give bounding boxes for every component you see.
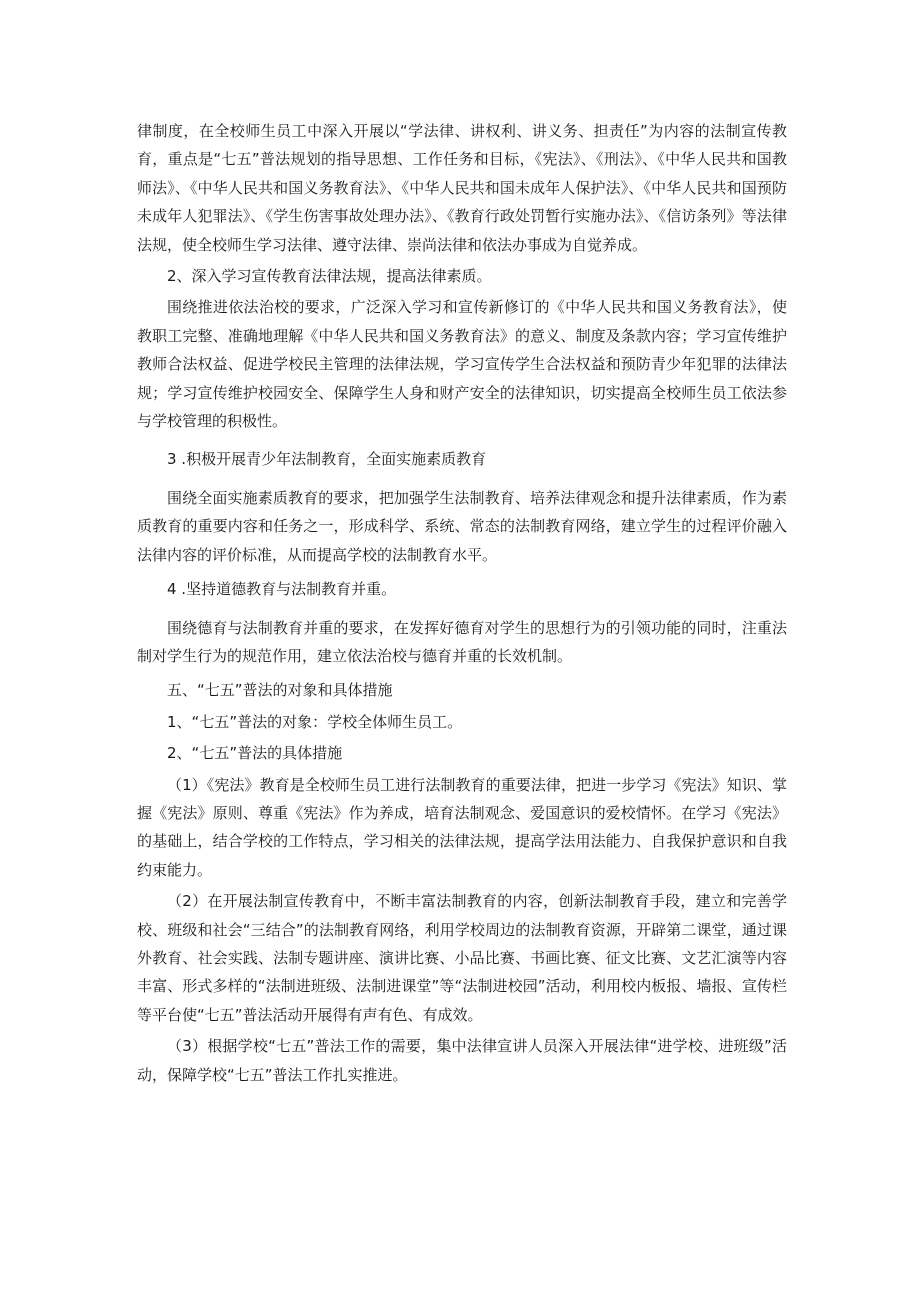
paragraph-moral-legal: 围绕德育与法制教育并重的要求，在发挥好德育对学生的思想行为的引领功能的同时，注重法制对学生行为的规范作用，建立依法治校与德育并重的长效机制。 (137, 618, 787, 665)
paragraph-rule-of-law: 围绕推进依法治校的要求，广泛深入学习和宣传新修订的《中华人民共和国义务教育法》，使教职工完整、准确地理解《中华人民共和国义务教育法》的意义、制度及条款内容；学习宣传维护教师合法权益、促进学校民主管理的法律法规，学习宣传学生合法权益和预防青少年犯罪的法律法规；学习宣传维护校园安全、保障学生人身和财产安全的法律知识，切实提高全校师生员工依法参与学校管理的积极性。 (137, 298, 787, 431)
measure-2: （2）在开展法制宣传教育中，不断丰富法制教育的内容，创新法制教育手段，建立和完善学校、班级和社会“三结合”的法制教育网络，利用学校周边的法制教育资源，开辟第二课堂，通过课外教育、社会实践、法制专题讲座、演讲比赛、小品比赛、书画比赛、征文比赛、文艺汇演等内容丰富、形式多样的“法制进班级、法制进课堂”等“法制进校园”活动，利用校内板报、墙报、宣传栏等平台使“七五”普法活动开展得有声有色、有成效。 (137, 892, 787, 1024)
heading-item-3: 3 .积极开展青少年法制教育，全面实施素质教育 (167, 450, 487, 469)
subheading-target: 1、“七五”普法的对象：学校全体师生员工。 (167, 712, 463, 731)
measure-3: （3）根据学校“七五”普法工作的需要，集中法律宣讲人员深入开展法律“进学校、进班级”活动，保障学校“七五”普法工作扎实推进。 (137, 1037, 787, 1084)
document-page (137, 117, 787, 1089)
measure-1: （1）《宪法》教育是全校师生员工进行法制教育的重要法律，把进一步学习《宪法》知识、掌握《宪法》原则、尊重《宪法》作为养成，培育法制观念、爱国意识的爱校情怀。在学习《宪法》的基础上，结合学校的工作特点，学习相关的法律法规，提高学法用法能力、自我保护意识和自我约束能力。 (137, 775, 787, 879)
section-title-five: 五、“七五”普法的对象和具体措施 (167, 681, 393, 700)
paragraph-quality-education: 围绕全面实施素质教育的要求，把加强学生法制教育、培养法律观念和提升法律素质，作为素质教育的重要内容和任务之一，形成科学、系统、常态的法制教育网络，建立学生的过程评价融入法律内容的评价标准，从而提高学校的法制教育水平。 (137, 488, 787, 564)
paragraph-legal-publicity: 律制度，在全校师生员工中深入开展以“学法律、讲权利、讲义务、担责任”为内容的法制宣传教育，重点是“七五”普法规划的指导思想、工作任务和目标，《宪法》、《刑法》、《中华人民共和国教师法》、《中华人民共和国义务教育法》、《中华人民共和国未成年人保护法》、《中华人民共和国预防未成年人犯罪法》、《学生伤害事故处理办法》、《教育行政处罚暂行实施办法》、《信访条列》等法律法规，使全校师生学习法律、遵守法律、崇尚法律和依法办事成为自觉养成。 (137, 122, 787, 254)
heading-item-4: 4 .坚持道德教育与法制教育并重。 (167, 580, 397, 599)
heading-item-2: 2、深入学习宣传教育法律法规，提高法律素质。 (167, 267, 492, 286)
subheading-measures: 2、“七五”普法的具体措施 (167, 744, 343, 763)
